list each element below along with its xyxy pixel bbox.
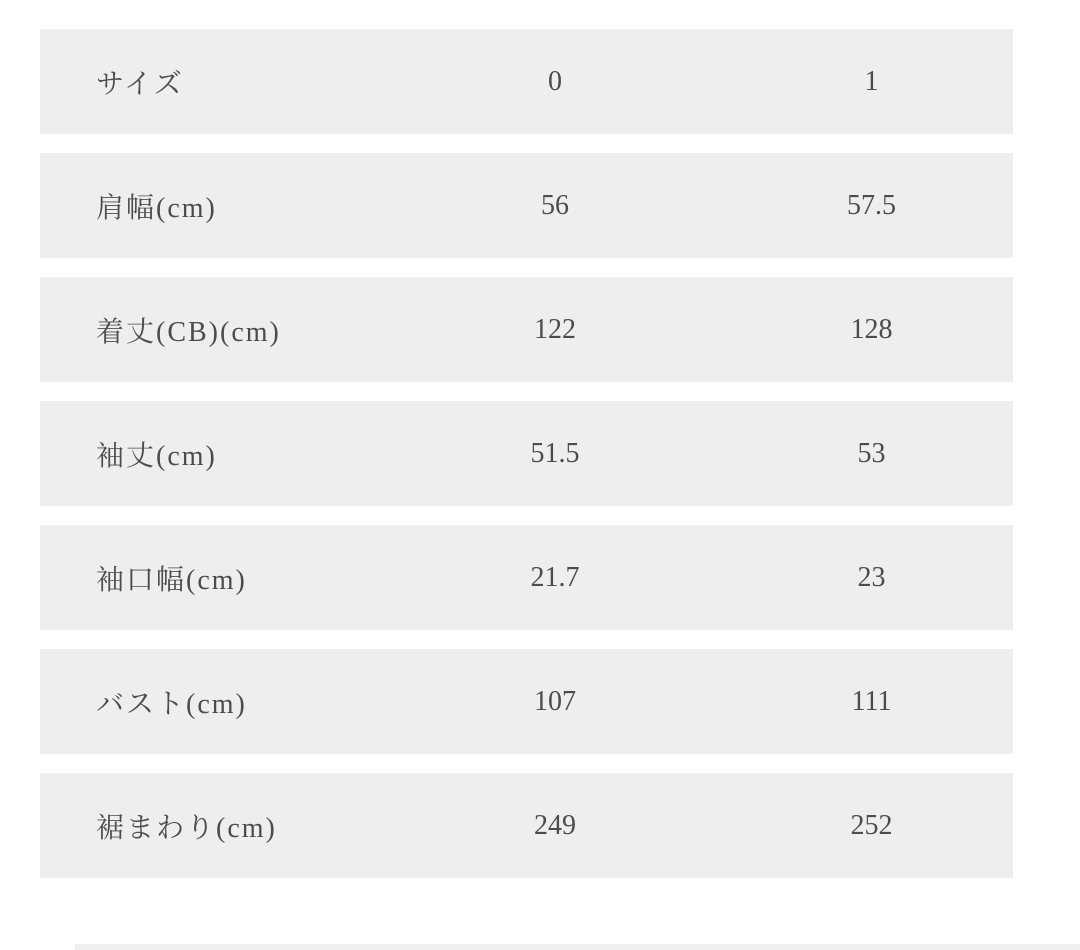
row-value-size-0: 21.7 (530, 561, 580, 593)
row-label: 裾まわり(cm) (96, 812, 277, 844)
table-row-body-length (40, 277, 1013, 382)
size-chart-header-row (40, 29, 1013, 134)
row-value-size-0: 51.5 (530, 437, 580, 469)
row-value-size-1: 57.5 (847, 189, 896, 221)
row-value-size-0: 249 (534, 809, 576, 841)
row-value-size-1: 128 (850, 313, 893, 345)
header-size-1: 1 (864, 65, 879, 97)
table-row-sleeve-length (40, 401, 1013, 506)
bottom-divider (75, 944, 1080, 950)
row-label: 肩幅(cm) (96, 192, 217, 224)
row-value-size-0: 107 (534, 685, 576, 717)
row-value-size-1: 23 (857, 561, 886, 593)
row-label: 袖丈(cm) (96, 440, 217, 472)
row-value-size-1: 252 (850, 809, 893, 841)
row-value-size-1: 111 (851, 685, 892, 717)
size-chart-table (40, 29, 1013, 897)
row-value-size-1: 53 (857, 437, 886, 469)
row-label: バスト(cm) (96, 688, 247, 720)
table-row-hem-circumference (40, 773, 1013, 878)
row-label: 袖口幅(cm) (96, 564, 247, 596)
row-label: 着丈(CB)(cm) (96, 316, 281, 348)
row-value-size-0: 56 (541, 189, 569, 221)
table-row-shoulder-width (40, 153, 1013, 258)
table-row-cuff-width (40, 525, 1013, 630)
header-label: サイズ (96, 68, 184, 100)
row-value-size-0: 122 (534, 313, 576, 345)
table-row-bust (40, 649, 1013, 754)
header-size-0: 0 (548, 65, 562, 97)
